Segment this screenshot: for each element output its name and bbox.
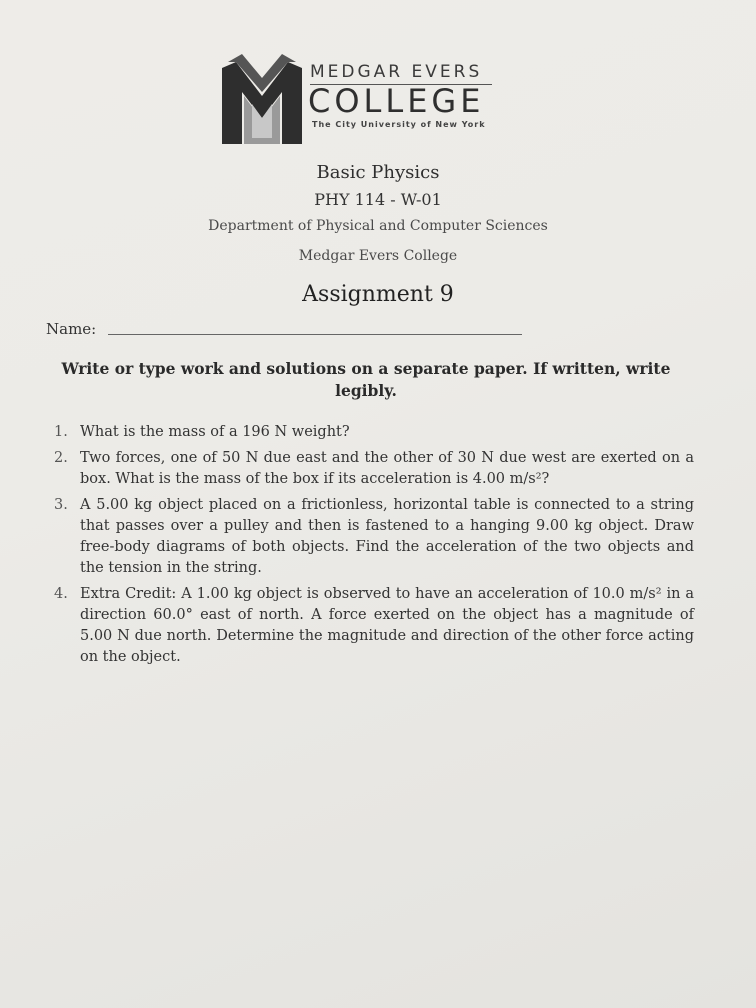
medgar-evers-m-logo-icon bbox=[222, 48, 302, 148]
logo-text-cuny: The City University of New York bbox=[312, 120, 486, 129]
course-code: PHY 114 - W-01 bbox=[314, 190, 442, 209]
question-number: 4. bbox=[54, 586, 68, 602]
question-item-1 bbox=[54, 422, 694, 443]
logo-text-medgar-evers: MEDGAR EVERS bbox=[310, 62, 483, 82]
course-title: Basic Physics bbox=[316, 162, 440, 183]
college-logo bbox=[222, 48, 512, 148]
question-item-2 bbox=[54, 448, 694, 490]
question-number: 3. bbox=[54, 497, 68, 513]
question-item-4 bbox=[54, 584, 694, 668]
question-text: Extra Credit: A 1.00 kg object is observed to have an acceleration of 10.0 m/s² in a direction 60.0° east of north. A force exerted on the object has a magnitude of 5.00 N due north. Determine the magnitude and direction of the other force acting on the object. bbox=[80, 586, 694, 665]
question-text: A 5.00 kg object placed on a frictionless, horizontal table is connected to a string that passes over a pulley and then is fastened to a hanging 9.00 kg object. Draw free-body diagrams of both objects. Find the acceleration of the two objects and the tension in the string. bbox=[80, 497, 694, 576]
question-number: 1. bbox=[54, 424, 68, 440]
question-list bbox=[54, 422, 694, 673]
logo-text-college: COLLEGE bbox=[308, 82, 485, 120]
instructions-text: Write or type work and solutions on a separate paper. If written, write legibly. bbox=[61, 359, 671, 400]
question-item-3 bbox=[54, 495, 694, 579]
department-name: Department of Physical and Computer Sciences bbox=[208, 218, 548, 234]
question-text: What is the mass of a 196 N weight? bbox=[80, 424, 350, 440]
name-label: Name: bbox=[46, 320, 97, 338]
question-text: Two forces, one of 50 N due east and the other of 30 N due west are exerted on a box. What is the mass of the box if its acceleration is 4.00 m/s²? bbox=[80, 450, 694, 487]
question-number: 2. bbox=[54, 450, 68, 466]
assignment-title: Assignment 9 bbox=[302, 282, 454, 307]
name-blank-line bbox=[108, 334, 522, 335]
college-name: Medgar Evers College bbox=[298, 248, 458, 264]
